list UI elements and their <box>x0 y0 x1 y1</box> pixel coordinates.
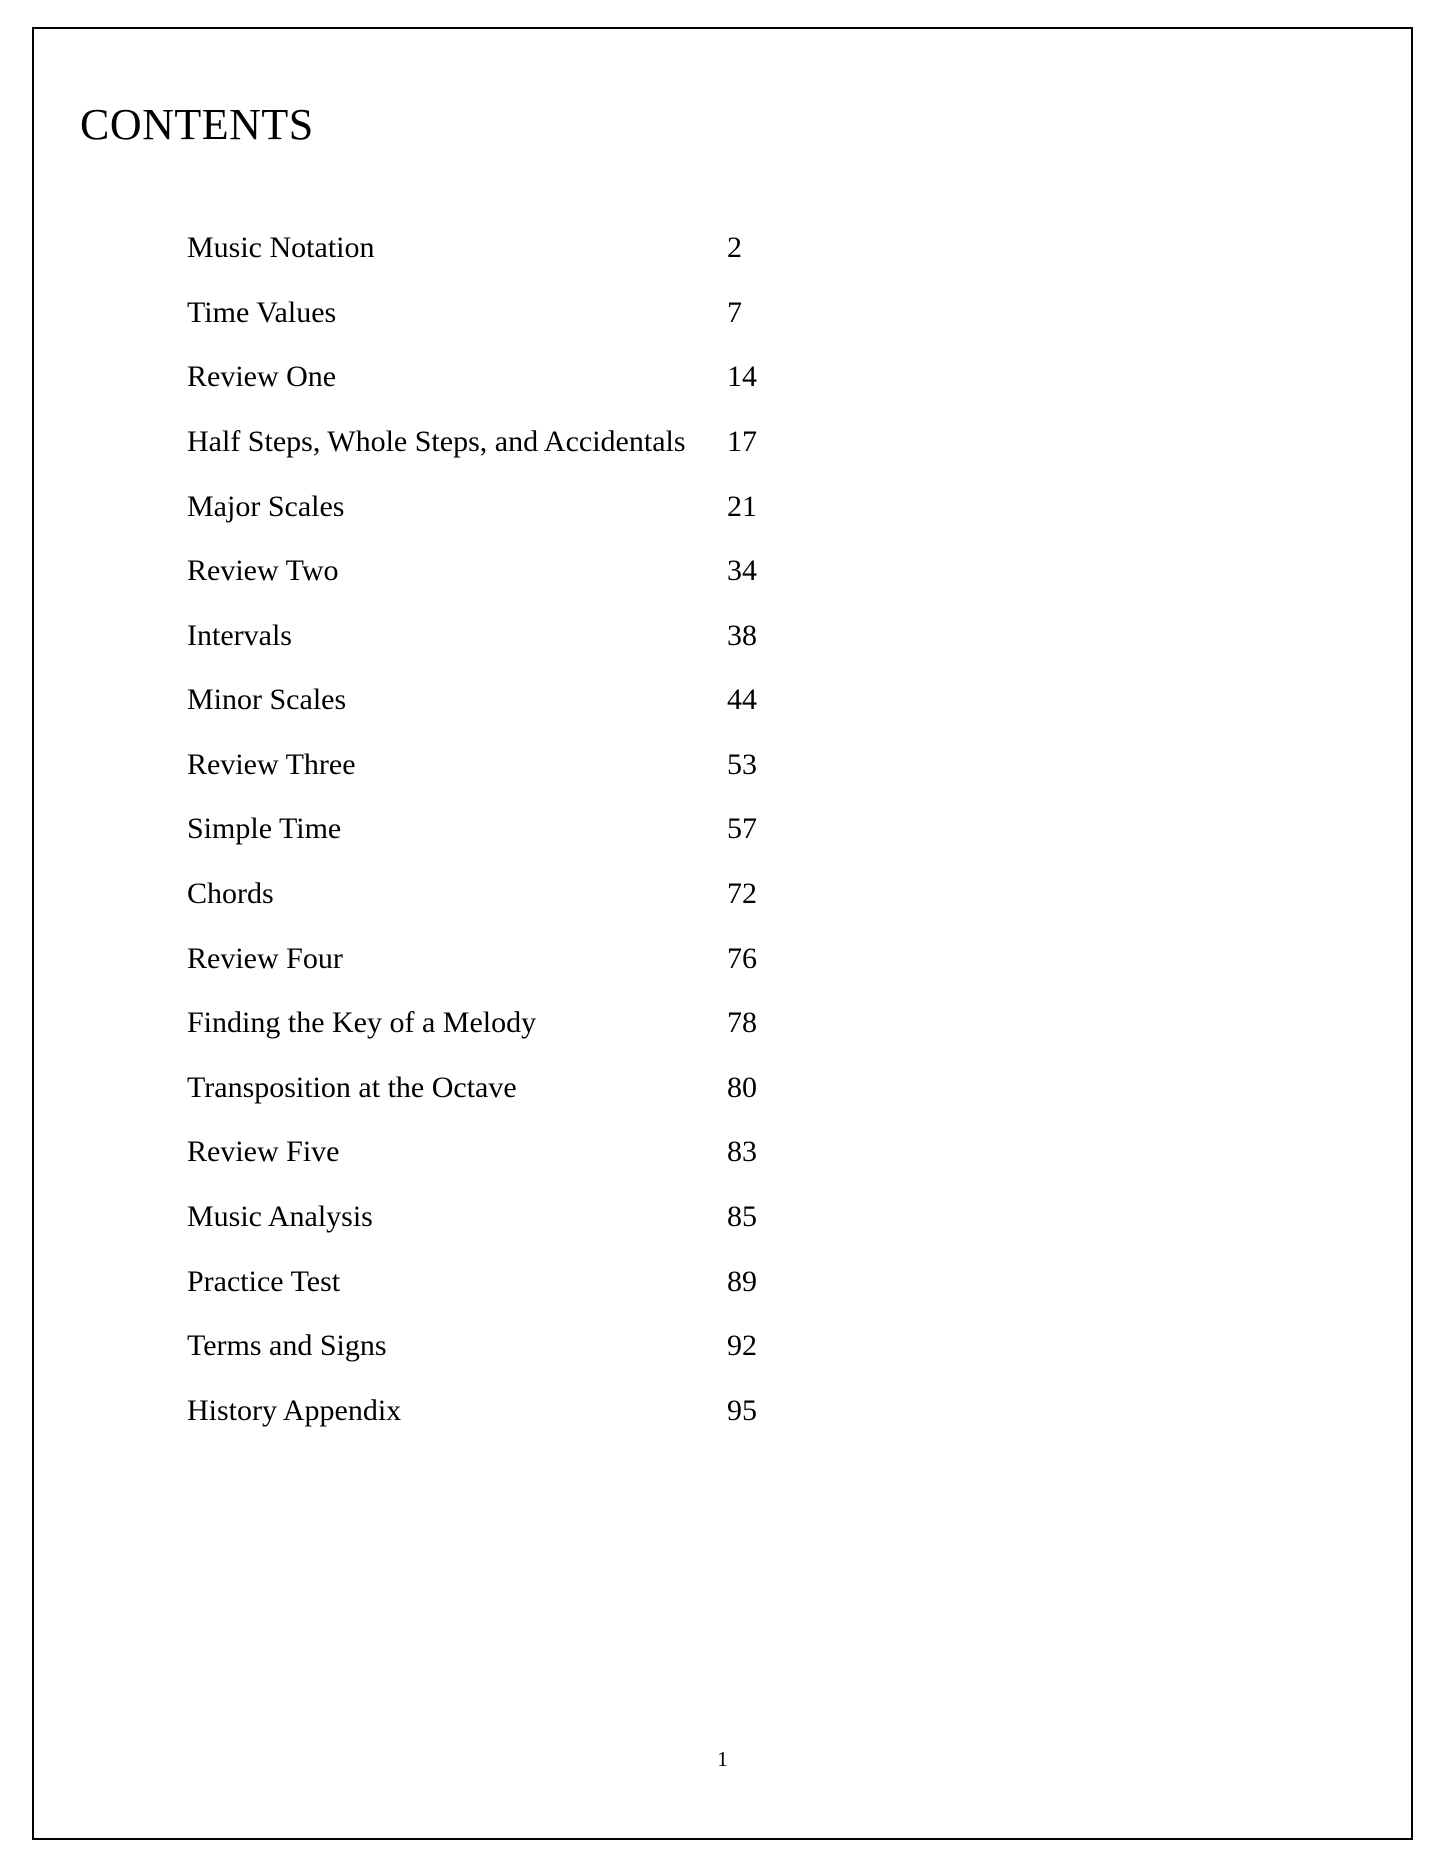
list-item[interactable] <box>77 747 1343 815</box>
list-item[interactable] <box>77 879 1343 944</box>
toc-entry-label: Chords <box>187 877 274 911</box>
toc-entry-label: Practice Test <box>187 1264 341 1298</box>
list-item[interactable] <box>77 233 1343 298</box>
toc-entry-page: 85 <box>727 1200 757 1234</box>
list-item[interactable] <box>77 1202 1343 1267</box>
toc-entry-page: 38 <box>727 618 757 652</box>
toc-entry-page: 14 <box>727 360 757 394</box>
toc-entry-page: 78 <box>727 1006 757 1040</box>
toc-entry-page: 72 <box>727 877 757 911</box>
page-content <box>32 27 1413 1840</box>
toc-entry-label: Music Analysis <box>187 1200 373 1234</box>
list-item[interactable] <box>77 1008 1343 1073</box>
toc-entry-page: 57 <box>727 812 757 846</box>
toc-entry-page: 2 <box>727 231 742 265</box>
toc-entry-page: 21 <box>727 489 757 523</box>
toc-entry-label: Intervals <box>187 618 292 652</box>
toc-entry-label: Music Notation <box>187 231 375 265</box>
toc-entry-page: 34 <box>727 554 757 588</box>
toc-entry-page: 89 <box>727 1264 757 1298</box>
toc-entry-page: 53 <box>727 747 757 781</box>
toc-entry-label: Minor Scales <box>187 683 347 717</box>
toc-entry-page: 95 <box>727 1393 757 1427</box>
toc-entry-page: 44 <box>727 683 757 717</box>
list-item[interactable] <box>77 295 1343 363</box>
list-item[interactable] <box>77 489 1343 557</box>
list-item[interactable] <box>77 618 1343 686</box>
page-footer: 1 <box>717 1747 728 1771</box>
toc-entry-label: Major Scales <box>187 489 345 523</box>
toc-entry-page: 83 <box>727 1135 757 1169</box>
toc-entry-page: 92 <box>727 1329 757 1363</box>
toc-entry-label: Review Two <box>187 554 339 588</box>
toc-entry-label: Simple Time <box>187 812 342 846</box>
toc-entry-page: 17 <box>727 424 757 458</box>
toc-entry-page: 80 <box>727 1070 757 1104</box>
list-item[interactable] <box>77 1264 1343 1332</box>
table-of-contents <box>77 233 1343 1460</box>
page-title: contents <box>80 83 314 153</box>
toc-entry-label: Review Three <box>187 747 356 781</box>
list-item[interactable] <box>77 685 1343 750</box>
toc-entry-label: Transposition at the Octave <box>187 1070 517 1104</box>
list-item[interactable] <box>77 556 1343 621</box>
list-item[interactable] <box>77 424 1343 492</box>
list-item[interactable] <box>77 1070 1343 1138</box>
list-item[interactable] <box>77 362 1343 427</box>
toc-entry-label: Review Four <box>187 941 343 975</box>
toc-entry-label: Review One <box>187 360 337 394</box>
toc-entry-label: Time Values <box>187 295 337 329</box>
toc-entry-label: Finding the Key of a Melody <box>187 1006 537 1040</box>
toc-entry-label: Review Five <box>187 1135 340 1169</box>
toc-entry-page: 76 <box>727 941 757 975</box>
toc-entry-label: Terms and Signs <box>187 1329 387 1363</box>
list-item[interactable] <box>77 1393 1343 1461</box>
toc-entry-label: History Appendix <box>187 1393 402 1427</box>
toc-entry-page: 7 <box>727 295 742 329</box>
list-item[interactable] <box>77 1331 1343 1396</box>
list-item[interactable] <box>77 1137 1343 1202</box>
list-item[interactable] <box>77 814 1343 879</box>
list-item[interactable] <box>77 941 1343 1009</box>
toc-entry-label: Half Steps, Whole Steps, and Accidentals <box>187 424 686 458</box>
